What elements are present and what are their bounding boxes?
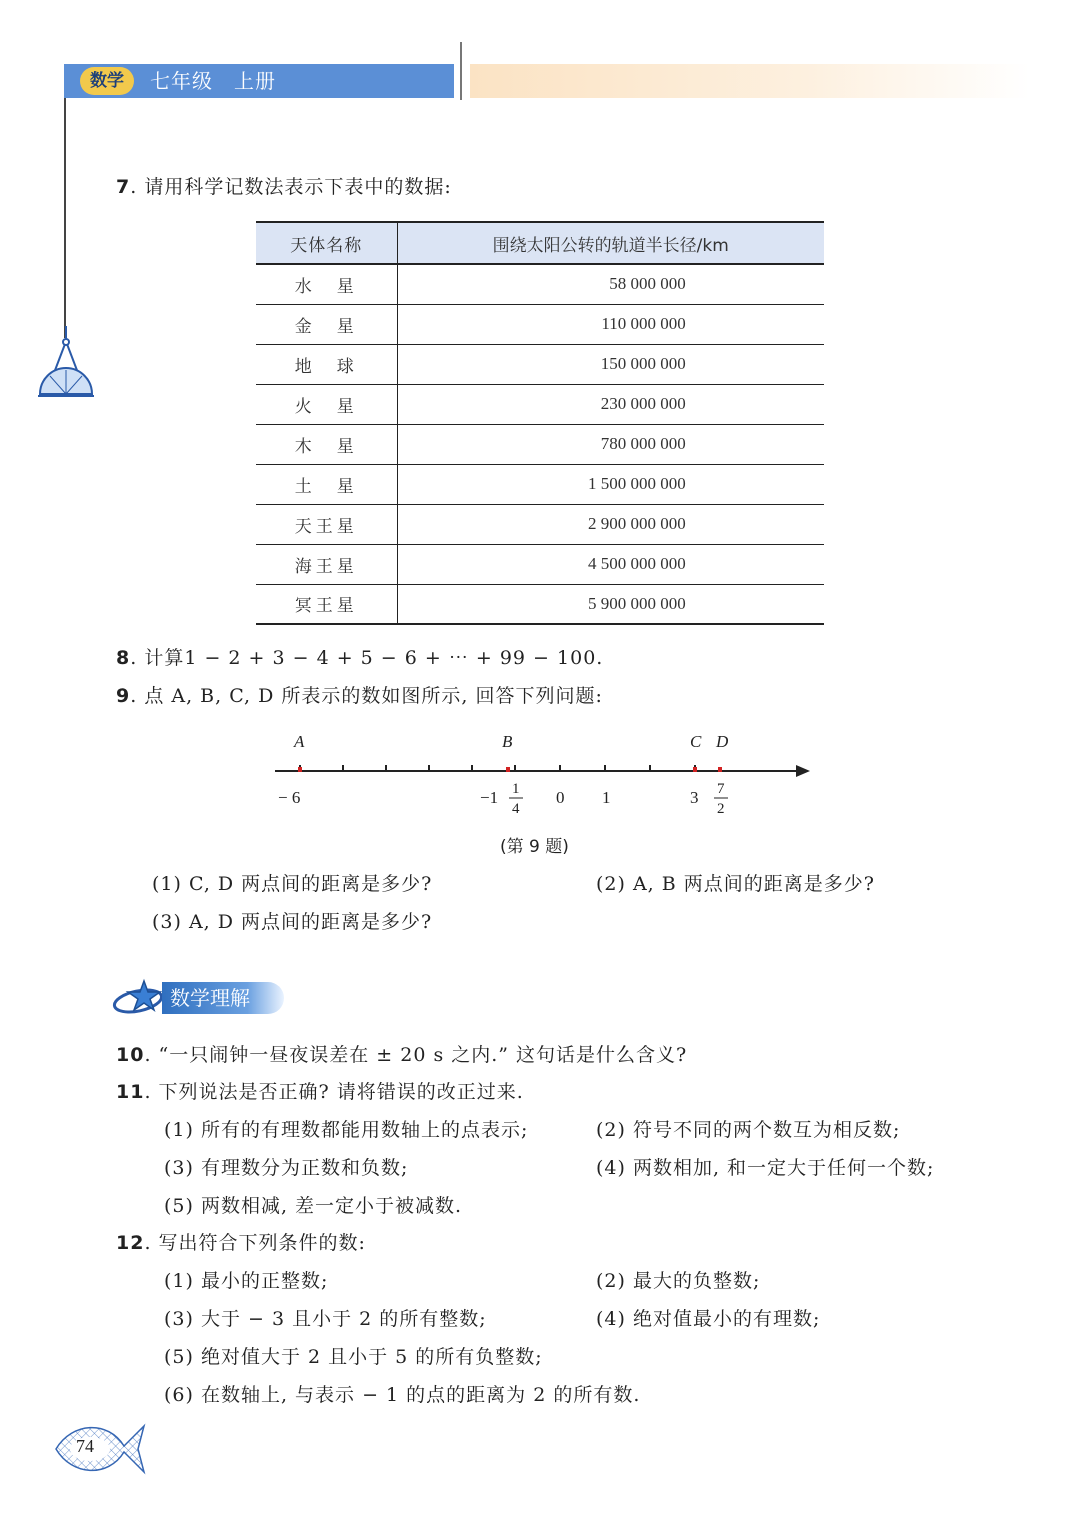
question-12 xyxy=(116,1230,366,1256)
list-item: (4) 绝对值最小的有理数; xyxy=(596,1308,821,1330)
tick-label-neg6: − 6 xyxy=(278,788,301,807)
planet-name: 金 星 xyxy=(256,304,397,344)
point-b-label: B xyxy=(502,732,513,751)
planet-radius: 1 500 000 000 xyxy=(588,474,686,493)
tick-label-b-denominator: 4 xyxy=(512,801,520,817)
tick-label-neg-whole: −1 xyxy=(480,788,499,807)
table-row xyxy=(256,544,824,584)
list-item: (3) 有理数分为正数和负数; xyxy=(164,1157,409,1179)
question-8 xyxy=(116,645,603,671)
question-text: . “一只闹钟一昼夜误差在 ± 20 s 之内.” 这句话是什么含义? xyxy=(144,1044,688,1066)
list-item: (2) 最大的负整数; xyxy=(596,1270,761,1292)
column-header-name: 天体名称 xyxy=(256,222,397,264)
subject-badge: 数学 xyxy=(80,67,134,95)
tick-label-three: 3 xyxy=(690,788,699,807)
question-number: 9 xyxy=(116,685,131,707)
tick-label-zero: 0 xyxy=(556,788,565,807)
section-title: 数学理解 xyxy=(162,982,284,1014)
star-orbit-icon xyxy=(110,977,170,1021)
point-a-label: A xyxy=(294,732,305,751)
question-text: . 点 A, B, C, D 所表示的数如图所示, 回答下列问题: xyxy=(130,685,603,707)
table-row xyxy=(256,344,824,384)
question-text: . 计算1 − 2 + 3 − 4 + 5 − 6 + ⋯ + 99 − 100. xyxy=(130,647,604,669)
planet-name: 土 星 xyxy=(256,464,397,504)
page-number: 74 xyxy=(76,1436,94,1456)
list-item: (3) 大于 − 3 且小于 2 的所有整数; xyxy=(164,1308,487,1330)
list-item: (4) 两数相加, 和一定大于任何一个数; xyxy=(596,1157,935,1179)
question-number: 11 xyxy=(116,1081,145,1103)
compass-protractor-icon xyxy=(36,326,96,401)
table-row xyxy=(256,464,824,504)
table-row xyxy=(256,584,824,624)
point-d-marker xyxy=(718,767,722,772)
planet-radius: 4 500 000 000 xyxy=(588,554,686,573)
planet-name: 地 球 xyxy=(256,344,397,384)
question-number: 8 xyxy=(116,647,131,669)
list-item: (5) 绝对值大于 2 且小于 5 的所有负整数; xyxy=(164,1346,543,1368)
question-7 xyxy=(116,174,452,200)
question-10 xyxy=(116,1042,687,1068)
tick-label-b-numerator: 1 xyxy=(512,781,520,797)
planet-name: 水 星 xyxy=(256,264,397,304)
column-header-radius: 围绕太阳公转的轨道半长径/km xyxy=(397,222,824,264)
point-d-label: D xyxy=(716,732,729,751)
question-number: 12 xyxy=(116,1232,145,1254)
planet-radius: 5 900 000 000 xyxy=(588,593,686,613)
question-11 xyxy=(116,1079,524,1105)
question-text: . 请用科学记数法表示下表中的数据: xyxy=(130,176,452,198)
header-decoration xyxy=(470,64,1030,98)
tick-label-d-denominator: 2 xyxy=(717,801,725,817)
planet-name: 冥王星 xyxy=(256,584,397,624)
planet-radius: 110 000 000 xyxy=(601,314,686,333)
tick-label-d-numerator: 7 xyxy=(717,781,725,797)
planet-radius: 2 900 000 000 xyxy=(588,514,686,533)
book-title: 七年级 上册 xyxy=(150,69,276,93)
margin-line xyxy=(64,98,66,338)
planet-table xyxy=(256,221,824,625)
fish-icon xyxy=(52,1416,148,1482)
figure-caption: (第 9 题) xyxy=(500,837,569,857)
table-header-row xyxy=(256,222,824,264)
table-row xyxy=(256,304,824,344)
question-number: 7 xyxy=(116,176,131,198)
list-item: (1) 最小的正整数; xyxy=(164,1270,329,1292)
question-number: 10 xyxy=(116,1044,145,1066)
question-text: . 下列说法是否正确? 请将错误的改正过来. xyxy=(144,1081,524,1103)
table-row xyxy=(256,384,824,424)
planet-radius: 58 000 000 xyxy=(609,274,686,294)
planet-radius: 230 000 000 xyxy=(600,394,686,413)
planet-name: 海王星 xyxy=(256,544,397,584)
list-item: (5) 两数相减, 差一定小于被减数. xyxy=(164,1195,463,1217)
question-text: . 写出符合下列条件的数: xyxy=(144,1232,366,1254)
header-divider xyxy=(460,42,462,100)
list-item: (1) 所有的有理数都能用数轴上的点表示; xyxy=(164,1119,529,1141)
planet-name: 天王星 xyxy=(256,504,397,544)
planet-radius: 780 000 000 xyxy=(600,434,686,453)
list-item: (2) 符号不同的两个数互为相反数; xyxy=(596,1119,901,1141)
planet-radius: 150 000 000 xyxy=(600,354,686,373)
point-b-marker xyxy=(506,767,510,772)
question-9 xyxy=(116,683,603,709)
planet-name: 火 星 xyxy=(256,384,397,424)
tick-label-one: 1 xyxy=(602,788,611,807)
question-9-sub2: (2) A, B 两点间的距离是多少? xyxy=(596,873,875,895)
table-row xyxy=(256,264,824,304)
axis-arrow xyxy=(796,765,810,777)
table-row xyxy=(256,424,824,464)
planet-name: 木 星 xyxy=(256,424,397,464)
question-9-sub3: (3) A, D 两点间的距离是多少? xyxy=(152,911,433,933)
question-9-sub1: (1) C, D 两点间的距离是多少? xyxy=(152,873,433,895)
point-c-label: C xyxy=(690,732,702,751)
list-item: (6) 在数轴上, 与表示 − 1 的点的距离为 2 的所有数. xyxy=(164,1384,641,1406)
number-line xyxy=(270,725,820,825)
table-row xyxy=(256,504,824,544)
point-c-marker xyxy=(693,767,697,772)
point-a-marker xyxy=(298,767,302,772)
